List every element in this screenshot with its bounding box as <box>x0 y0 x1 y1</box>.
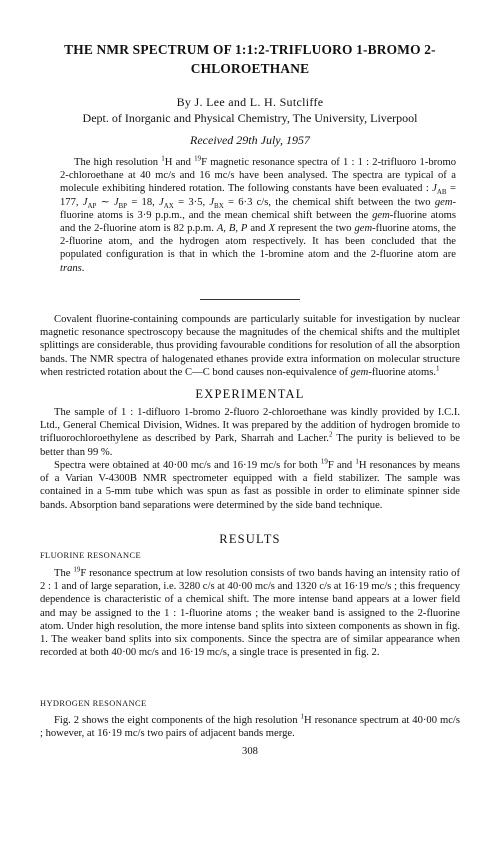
affiliation: Dept. of Inorganic and Physical Chemistry, The University, Liverpool <box>82 111 418 125</box>
hydrogen-resonance-heading: HYDROGEN RESONANCE <box>40 699 147 708</box>
hydrogen-resonance-paragraph: Fig. 2 shows the eight components of the high resolution $^1$H resonance spectrum at 40·00 mc/s ; however, at 16·19 mc/s two pairs of adjacent bands merge. <box>40 712 460 740</box>
introduction-paragraph: Covalent fluorine-containing compounds are particularly suitable for investigation by nuclear magnetic resonance spectroscopy because the magnitudes of the chemical shifts and the multiplet splittings are considerable, thus providing favourable conditions for resolution of all the absorption bands. The NMR spectra of halogenated ethanes provide extra information on molecular structure when restricted rotation about the C—C bond causes non-equivalence of gem-fluorine atoms.$^1$ <box>40 314 460 378</box>
author-line: By J. Lee and L. H. Sutcliffe <box>176 95 324 109</box>
paper-title: THE NMR SPECTRUM OF 1:1:2-TRIFLUORO 1-BROMO 2-CHLOROETHANE <box>64 42 436 76</box>
section-divider <box>200 299 300 300</box>
fluorine-resonance-paragraph: The $^{19}$F resonance spectrum at low resolution consists of two bands having an intensity ratio of 2 : 1 and of large separation, i.e. 3280 c/s at 40·00 mc/s and 1320 c/s at 16·19 mc/s ; this frequency dependence is characteristic of a chemical shift. The more intense band appears at a lower field and may be assigned to the 1 : 1-fluorine atoms ; the weaker band is assigned to the 2-fluorine atom. Under high resolution, the more intense band splits into sixteen components as shown in fig. 1. The weaker band splits into six components. Since the spectra are of similar appearance when recorded at both 40·00 mc/s and 16·19 mc/s, a single trace is presented in fig. 2. <box>40 565 460 659</box>
abstract: The high resolution $^1$H and $^{19}$F magnetic resonance spectra of 1 : 1 : 2-trifluoro 1-bromo 2-chloroethane at 40 mc/s and 16 mc/s have been analysed. The spectra are typical of a molecule exhibiting hindered rotation. The following constants have been evaluated : $J_{AB} = 177$, $J_{AP}$ ∼ $J_{BP} = 18$, $J_{AX} = 3\cdot 5$, $J_{BX} = 6\cdot 3$ c/s, the chemical shift between the two gem-fluorine atoms is 3·9 p.p.m., and the mean chemical shift between the gem-fluorine atoms and the 2-fluorine atom is 82 p.p.m. A, B, P and X represent the two gem-fluorine atoms, the 2-fluorine atom, and the hydrogen atom respectively. It has been concluded that the populated configuration is that in which the 1-bromine atom and the 2-fluorine atom are trans. <box>60 154 457 274</box>
fluorine-resonance-heading: FLUORINE RESONANCE <box>40 551 141 560</box>
experimental-paragraph-1: The sample of 1 : 1-difluoro 1-bromo 2-fluoro 2-chloroethane was kindly provided by I.C.I. Ltd., General Chemical Division, Widnes. It was prepared by the addition of hydrogen bromide to trifluorochloroethylene as described by Park, Sharrah and Lacher.$^2$ The purity is believed to be better than 99 %. <box>40 407 460 458</box>
experimental-heading: EXPERIMENTAL <box>195 387 305 401</box>
experimental-paragraph-2: Spectra were obtained at 40·00 mc/s and 16·19 mc/s for both $^{19}$F and $^1$H resonances by means of a Varian V-4300B NMR spectrometer equipped with a field stabilizer. The sample was contained in a 5-mm tube which was spun as fast as possible in order to eliminate spinner side bands. Absorption band separations were determined by the side band technique. <box>40 457 460 511</box>
received-date: Received 29th July, 1957 <box>190 133 310 147</box>
results-heading: RESULTS <box>219 532 281 546</box>
page-number: 308 <box>242 746 258 757</box>
